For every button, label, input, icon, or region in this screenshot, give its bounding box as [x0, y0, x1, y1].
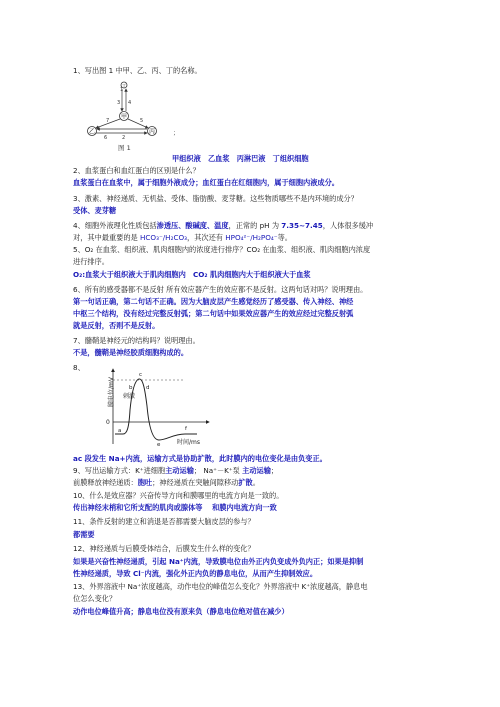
arrow-label: 2 [122, 135, 126, 141]
q4-text: ，正常的 pH 为 [228, 221, 282, 230]
point-label: a [118, 428, 122, 434]
q9-highlight: 扩散 [238, 478, 253, 487]
arrow-label: 1 [120, 87, 124, 93]
q4-text: ，人体很多缓冲 [322, 221, 374, 230]
question-13-line-2: 位怎么变化？ [73, 594, 117, 603]
question-9-line-2 [73, 478, 433, 488]
answer-13: 动作电位峰值升高；静息电位没有原来负（静息电位绝对值在减少） [73, 607, 289, 616]
answer-12-line-2: 性神经递质，导致 Cl⁻内流，强化外正内负的静息电位，从而产生抑制效应。 [73, 569, 318, 578]
figure-1-caption: 图 1 [118, 144, 131, 152]
answer-6-line-1: 第一句话正确，第二句话不正确。因为大脑皮层产生感觉经历了感受器、传入神经、神经 [73, 297, 354, 306]
point-label: f [185, 426, 187, 432]
stimulus-label: 刺激 [123, 393, 136, 400]
q9-text: ； Na⁺－K⁺泵 [193, 466, 243, 475]
point-label: c [139, 372, 143, 378]
answer-11: 都需要 [73, 530, 95, 539]
q4-highlight: HPO₄²⁻/H₂PO₄⁻ [225, 233, 278, 242]
q9-highlight: 主动运输 [242, 466, 271, 475]
answer-7: 不是，髓鞘是神经胶质细胞构成的。 [73, 348, 189, 357]
question-10: 10、什么是效应器？兴奋传导方向和膜哪里的电流方向是一致的。 [73, 491, 284, 500]
question-5-line-2: 进行排序。 [73, 257, 109, 266]
node-label: 甲 [120, 113, 128, 121]
q4-text: 等。 [277, 233, 292, 242]
point-label: e [157, 442, 161, 448]
answer-10: 传出神经末梢和它所支配的肌肉或腺体等 和膜内电流方向一致 [73, 503, 277, 512]
arrow-label: 4 [128, 100, 132, 106]
point-label: d [146, 385, 150, 391]
answer-12-line-1: 如果是兴奋性神经递质，引起 Na⁺内流，导致膜电位由外正内负变成外负内正；如果是抑制 [73, 557, 364, 566]
answer-1: 甲组织液 乙血浆 丙淋巴液 丁组织细胞 [172, 154, 309, 163]
q4-highlight: 渗透压、酸碱度、温度 [156, 221, 229, 230]
question-5-line-1: 5、O₂ 在血浆、组织液、肌肉细胞内的浓度进行排序？CO₂ 在血浆、组织液、肌肉细胞内浓度 [73, 245, 371, 254]
arrow-label: 6 [104, 135, 108, 141]
q9-highlight: 主动运输 [165, 466, 194, 475]
question-4-line-2 [73, 233, 433, 243]
q9-text: 。 [252, 478, 260, 487]
x-axis-label: 时间/ms [177, 439, 200, 446]
arrow-label: 5 [140, 118, 144, 124]
answer-2: 血浆蛋白在血浆中，属于细胞外液成分；血红蛋白在红细胞内，属于细胞内液成分。 [73, 178, 339, 187]
figure-1-diagram [82, 80, 182, 152]
answer-6-line-2: 中枢三个结构，没有经过完整反射弧；第二句话中如果效应器产生的效应经过完整反射弧 [73, 309, 354, 318]
question-13-line-1: 13、外界溶液中 Na⁺浓度越高，动作电位的峰值怎么变化？外界溶液中 K⁺浓度越高，静息电 [73, 582, 368, 591]
answer-8: ac 段发生 Na+内流，运输方式是协助扩散，此时膜内的电位变化是由负变正。 [73, 454, 327, 463]
q4-highlight: HCO₃⁻/H₂CO₃ [139, 233, 188, 242]
q4-highlight: 7.35~7.45 [281, 221, 323, 230]
origin-label: 0 [106, 419, 110, 426]
node-label: 丙 [148, 128, 156, 136]
answer-5: O₂:血浆大于组织液大于肌肉细胞内 CO₂ 肌肉细胞内大于组织液大于血浆 [73, 270, 311, 279]
question-3: 3、激素、神经递质、无机盐、受体、脂肪酸、麦芽糖。这些物质哪些不是内环境的成分？ [73, 194, 358, 203]
question-9-line-1 [73, 466, 433, 476]
question-7: 7、髓鞘是神经元的结构吗？说明理由。 [73, 336, 200, 345]
node-label: 乙 [88, 128, 96, 136]
arrow-label: 3 [117, 100, 121, 106]
question-11: 11、条件反射的建立和消退是否都需要大脑皮层的参与？ [73, 517, 255, 526]
node-label: 丁 [121, 84, 127, 90]
question-12: 12、神经递质与后膜受体结合，后膜发生什么样的变化？ [73, 544, 255, 553]
question-2: 2、血浆蛋白和血红蛋白的区别是什么？ [73, 166, 200, 175]
q4-text: 4、细胞外液理化性质包括 [73, 221, 157, 230]
q9-text: 前膜释放神经递质： [73, 478, 138, 487]
point-label: b [129, 385, 133, 391]
q9-highlight: 胞吐 [137, 478, 153, 487]
q9-text: 9、写出运输方式：K⁺进细胞 [73, 466, 166, 475]
arrow-label: 7 [106, 118, 110, 124]
q4-text: 对，其中最重要的是 [73, 233, 140, 242]
q9-text: ；神经递质在突触间隙移动 [152, 478, 239, 487]
answer-3: 受体、麦芽糖 [73, 206, 117, 215]
figure-side-mark: ； [173, 130, 180, 137]
question-1: 1、写出图 1 中甲、乙、丙、丁的名称。 [73, 66, 202, 75]
question-4-line-1 [73, 221, 433, 231]
question-8: 8、 [73, 363, 85, 372]
action-potential-graph [95, 366, 215, 448]
y-axis-label: 膜电位/mV [108, 377, 115, 407]
answer-6-line-3: 就是反射，否则不是反射。 [73, 321, 160, 330]
question-6: 6、所有的感受器都不是反射 所有效应器产生的效应都不是反射。这两句话对吗？说明理由。 [73, 285, 368, 294]
q9-text: ； [270, 466, 279, 475]
q4-text: ，其次还有 [187, 233, 226, 242]
